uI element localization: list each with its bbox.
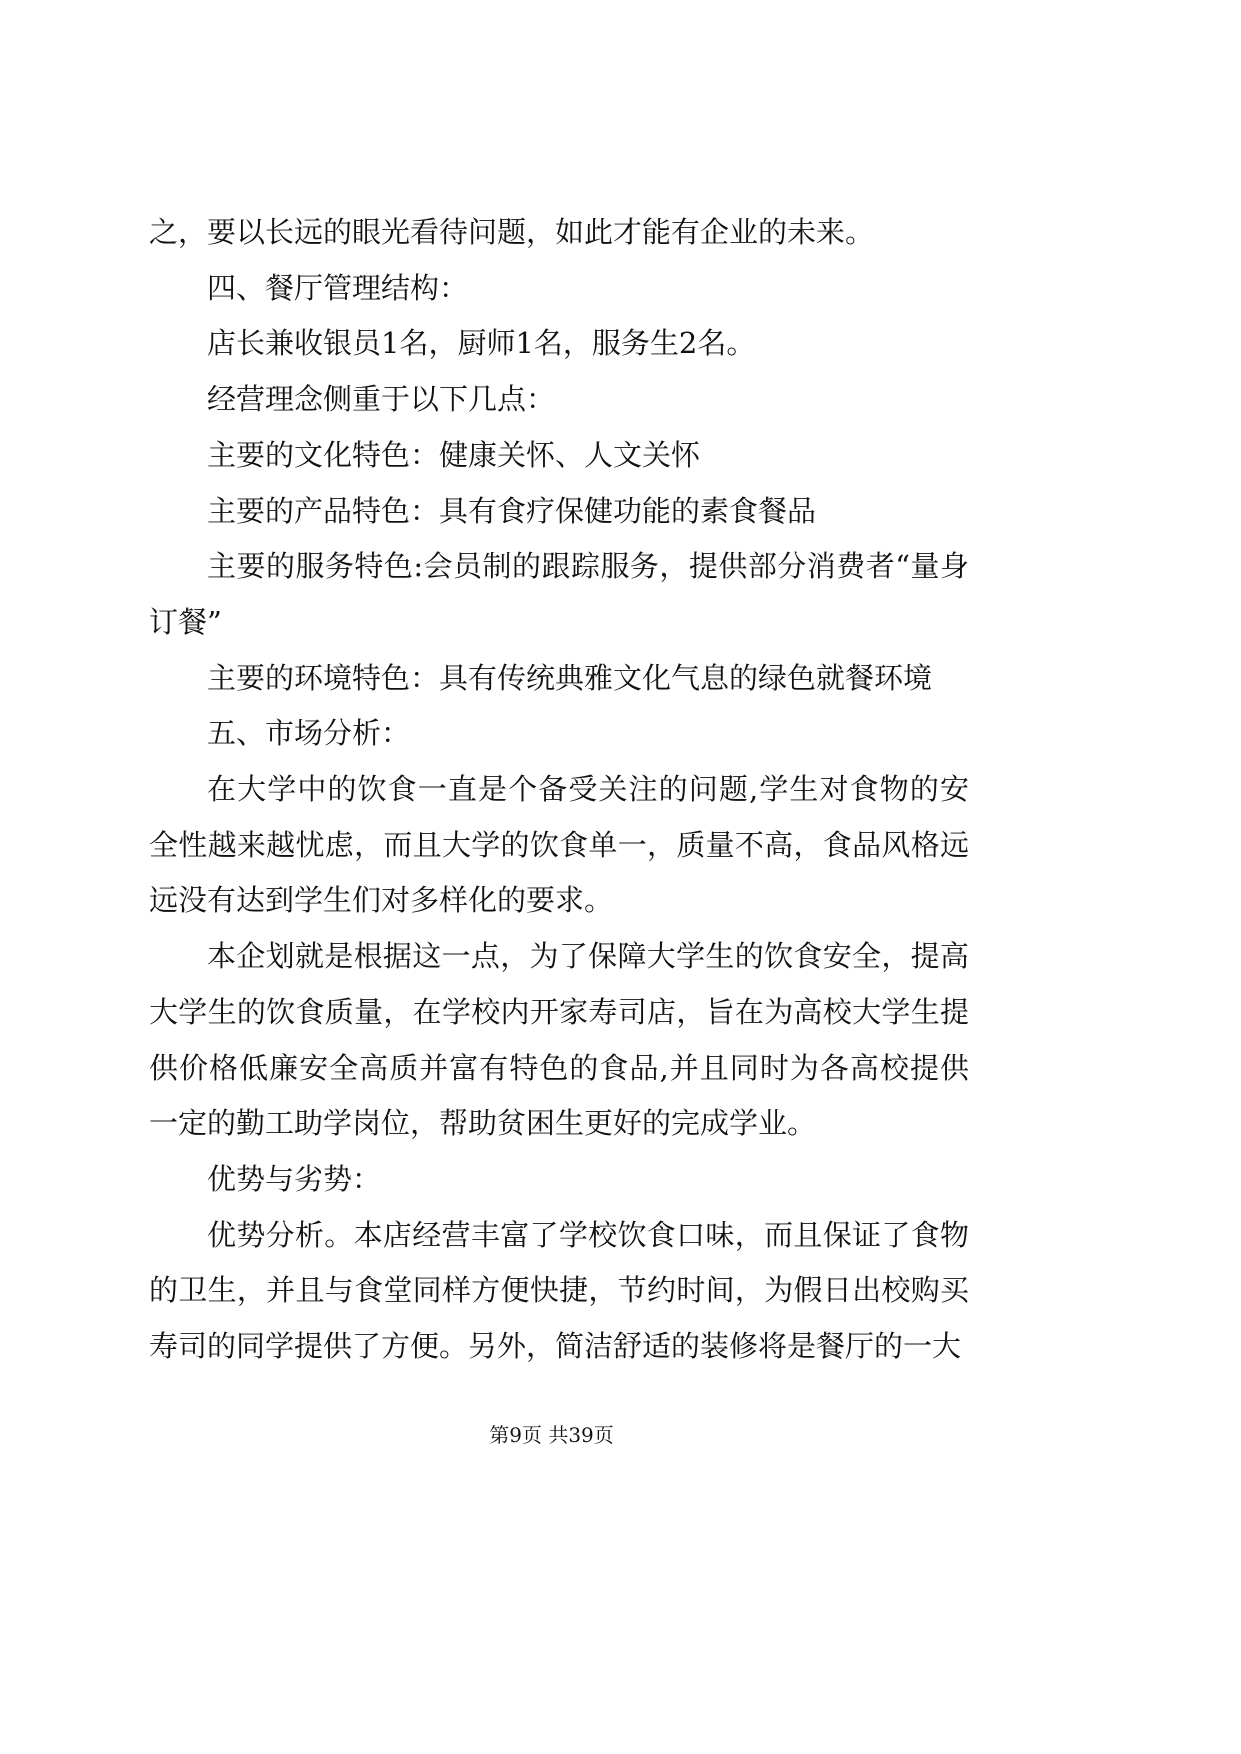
paragraph-concept-intro: 经营理念侧重于以下几点：	[207, 382, 556, 417]
paragraph-culture-feature: 主要的文化特色：健康关怀、人文关怀	[207, 437, 701, 472]
paragraph-product-feature: 主要的产品特色：具有食疗保健功能的素食餐品	[207, 493, 817, 528]
paragraph-environment-feature: 主要的环境特色：具有传统典雅文化气息的绿色就餐环境	[207, 660, 933, 695]
section-heading-market: 五、市场分析：	[207, 716, 411, 751]
page-number: 第9页 共39页	[489, 1423, 614, 1447]
section-heading-management: 四、餐厅管理结构：	[207, 270, 469, 305]
paragraph-service-feature: 主要的服务特色:会员制的跟踪服务，提供部分消费者“量身订餐”	[149, 549, 969, 639]
paragraph-market-issue: 在大学中的饮食一直是个备受关注的问题,学生对食物的安全性越来越忧虑，而且大学的饮食单一，质量不高，食品风格远远没有达到学生们对多样化的要求。	[149, 772, 969, 918]
section-heading-swot: 优势与劣势：	[207, 1161, 382, 1196]
paragraph-plan-purpose: 本企划就是根据这一点，为了保障大学生的饮食安全，提高大学生的饮食质量，在学校内开家寿司店，旨在为高校大学生提供价格低廉安全高质并富有特色的食品,并且同时为各高校提供一定的勤工助学岗位，帮助贫困生更好的完成学业。	[149, 939, 969, 1141]
document-body	[149, 205, 969, 1375]
paragraph-staffing: 店长兼收银员1名，厨师1名，服务生2名。	[207, 326, 756, 361]
paragraph-strength-analysis: 优势分析。本店经营丰富了学校饮食口味，而且保证了食物的卫生，并且与食堂同样方便快捷，节约时间，为假日出校购买寿司的同学提供了方便。另外，简洁舒适的装修将是餐厅的一大	[149, 1217, 969, 1364]
paragraph-continuation: 之，要以长远的眼光看待问题，如此才能有企业的未来。	[149, 215, 875, 249]
